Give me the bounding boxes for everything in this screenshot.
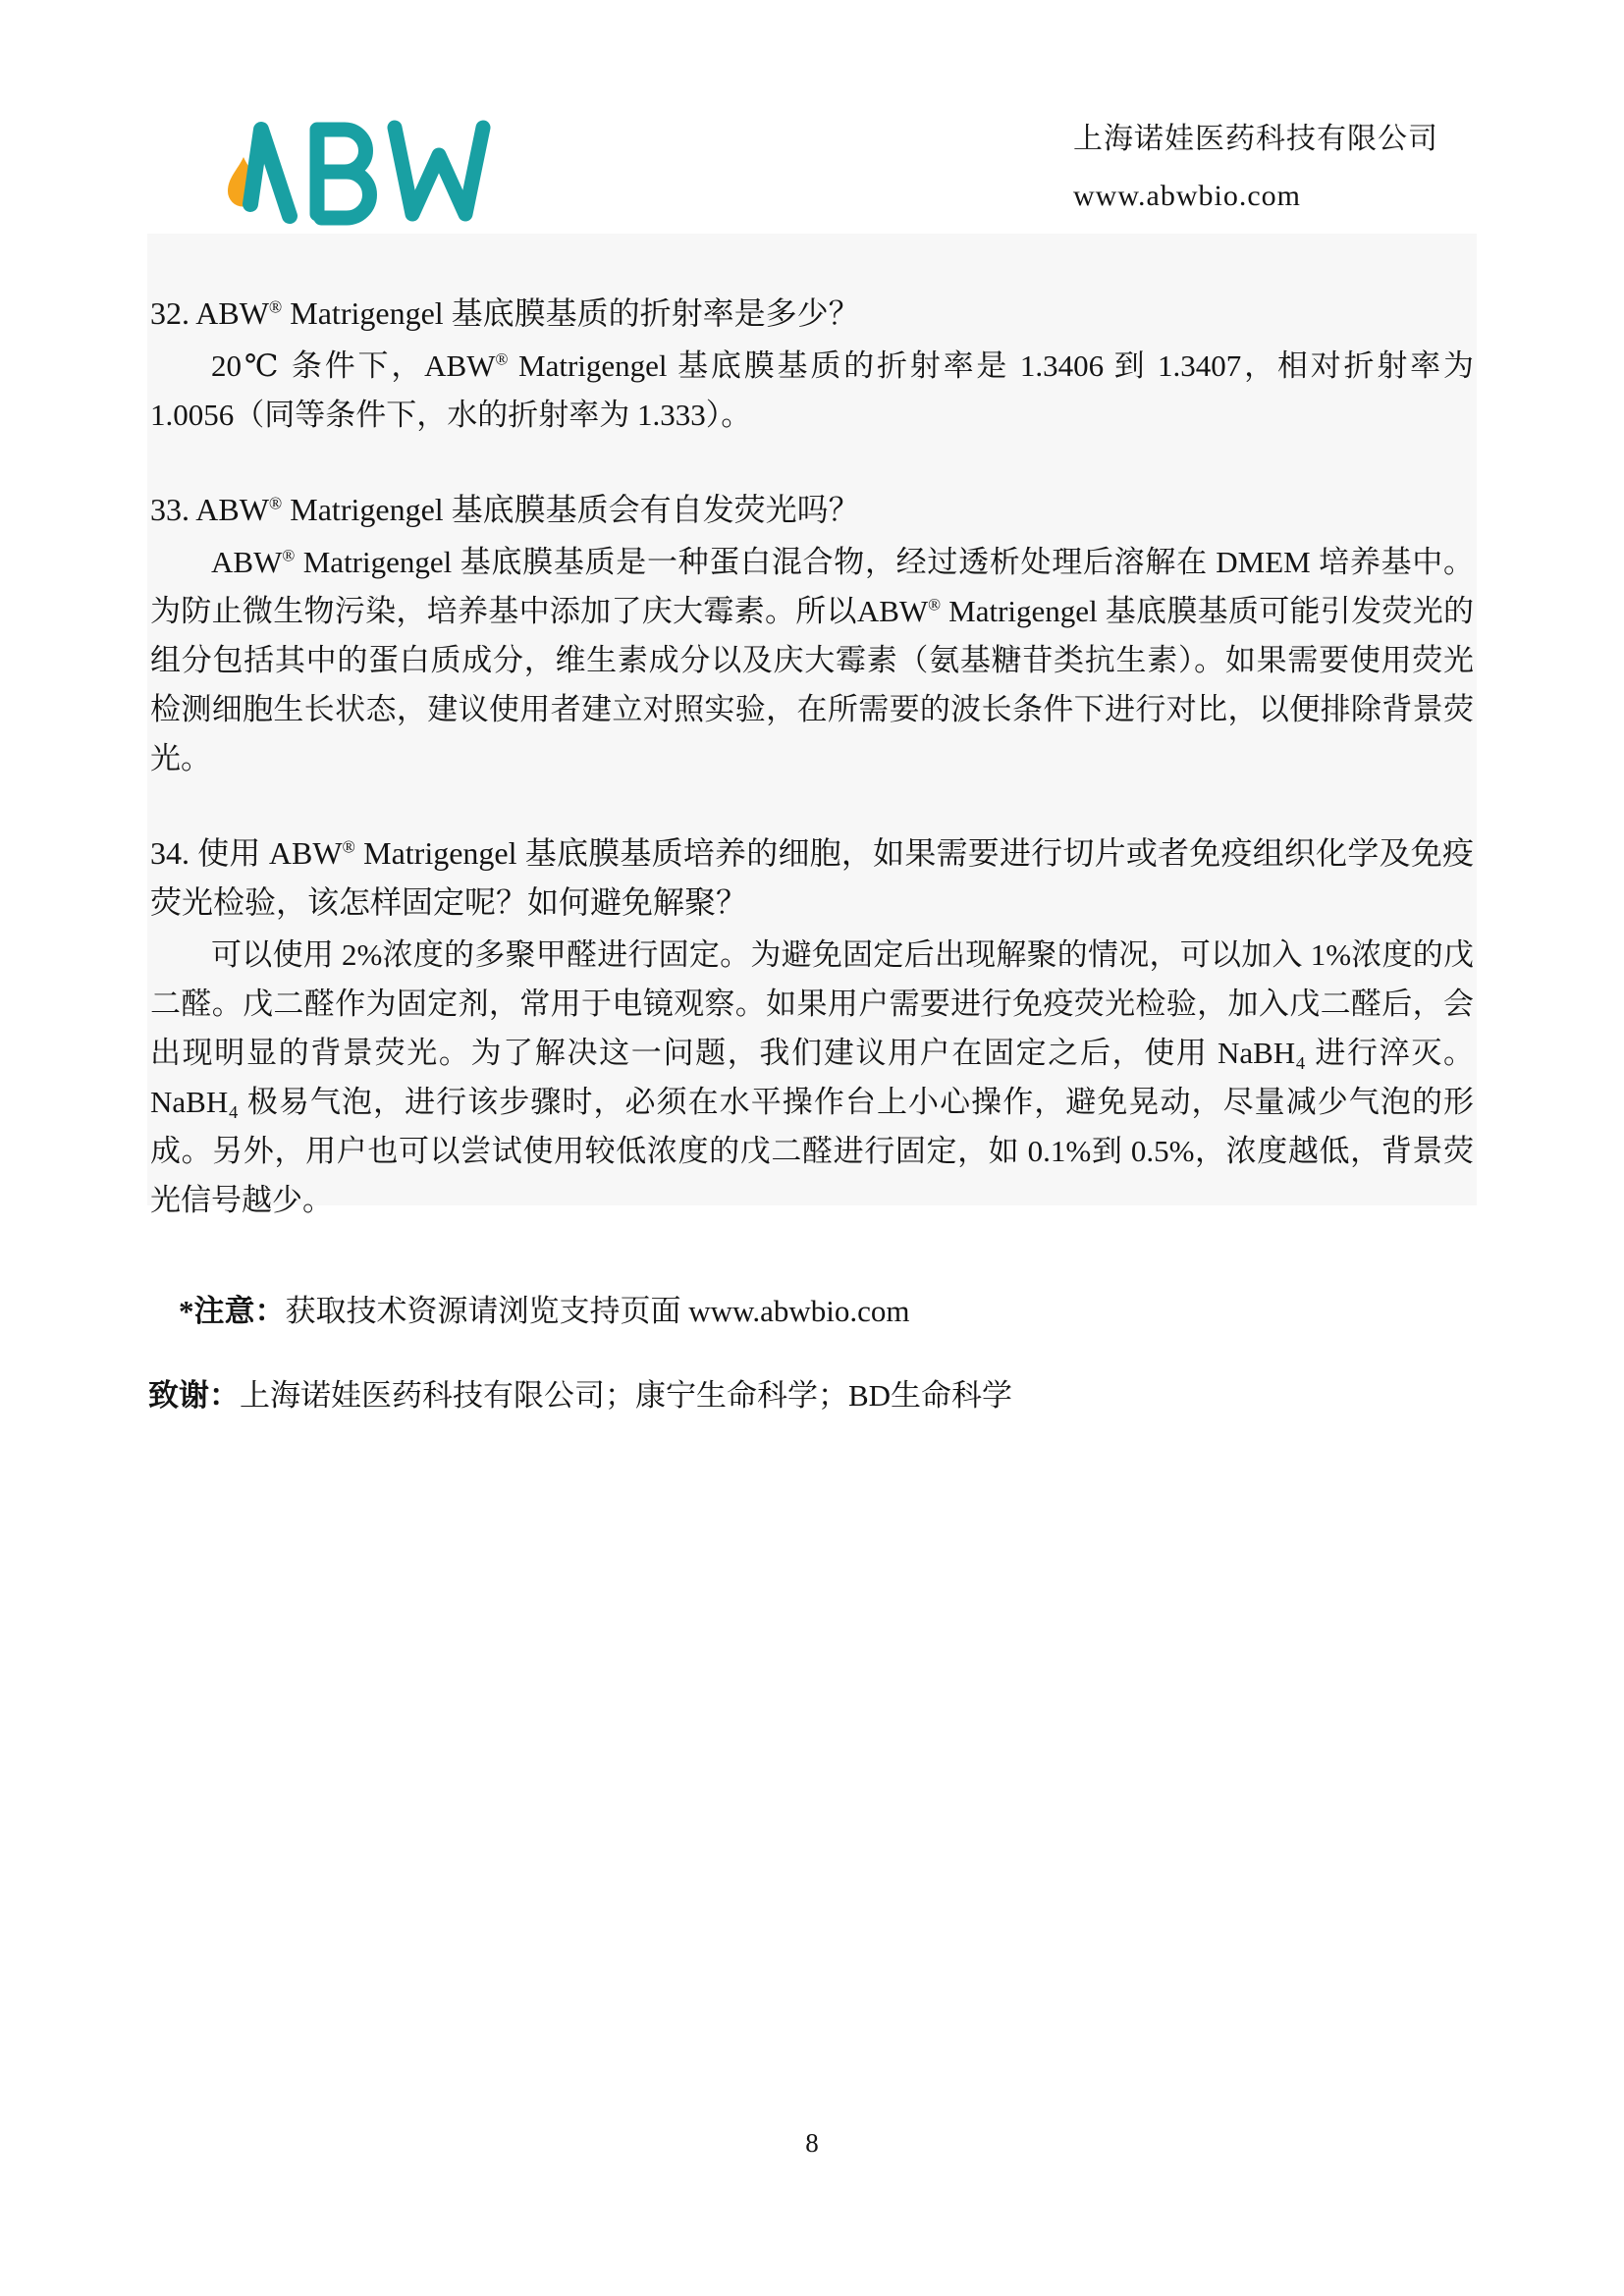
logo-letter-w: [395, 128, 483, 214]
qa-item-33: [150, 485, 1474, 783]
logo-letter-b: [317, 130, 370, 218]
question-32-heading: 32. ABW® Matrigengel 基底膜基质的折射率是多少？: [150, 295, 860, 331]
acknowledgement-text: 上海诺娃医药科技有限公司；康宁生命科学；BD生命科学: [240, 1378, 1013, 1413]
qa-item-32: [150, 289, 1474, 440]
header-right: [1073, 120, 1438, 216]
company-name: 上海诺娃医药科技有限公司: [1073, 123, 1438, 155]
company-website: www.abwbio.com: [1073, 180, 1302, 212]
question-33-answer: ABW® Matrigengel 基底膜基质是一种蛋白混合物，经过透析处理后溶解在 DMEM 培养基中。为防止微生物污染，培养基中添加了庆大霉素。所以ABW® Matrigengel 基底膜基质可能引发荧光的组分包括其中的蛋白质成分，维生素成分以及庆大霉素（氨基糖苷类抗生素）。如果需要使用荧光检测细胞生长状态，建议使用者建立对照实验，在所需要的波长条件下进行对比，以便排除背景荧光。: [150, 545, 1474, 775]
question-33-heading: 33. ABW® Matrigengel 基底膜基质会有自发荧光吗？: [150, 492, 860, 527]
question-32-answer: 20℃ 条件下，ABW® Matrigengel 基底膜基质的折射率是 1.3406 到 1.3407，相对折射率为1.0056（同等条件下，水的折射率为 1.333）。: [150, 348, 1474, 432]
question-34-answer: 可以使用 2%浓度的多聚甲醛进行固定。为避免固定后出现解聚的情况，可以加入 1%浓度的戊二醛。戊二醛作为固定剂，常用于电镜观察。如果用户需要进行免疫荧光检验，加入戊二醛后，会出现明显的背景荧光。为了解决这一问题，我们建议用户在固定之后，使用 NaBH₄ 进行淬灭。NaBH₄ 极易气泡，进行该步骤时，必须在水平操作台上小心操作，避免晃动，尽量减少气泡的形成。另外，用户也可以尝试使用较低浓度的戊二醛进行固定，如 0.1%到 0.5%，浓度越低，背景荧光信号越少。: [150, 937, 1474, 1217]
abw-logo-graphic: [226, 116, 513, 232]
note-line: [179, 1288, 910, 1335]
content-panel: [147, 234, 1477, 1217]
note-text: 获取技术资源请浏览支持页面 www.abwbio.com: [285, 1294, 910, 1328]
note-label: *注意：: [179, 1294, 286, 1328]
page-number: 8: [805, 2128, 819, 2158]
acknowledgement-line: [148, 1372, 1012, 1419]
acknowledgement-label: 致谢：: [148, 1378, 240, 1413]
question-34-heading: 34. 使用 ABW® Matrigengel 基底膜基质培养的细胞，如果需要进行切片或者免疫组织化学及免疫荧光检验，该怎样固定呢？如何避免解聚？: [150, 835, 1474, 920]
abw-logo: [226, 116, 513, 232]
qa-item-34: [150, 828, 1474, 1225]
logo-letter-a: [250, 130, 290, 216]
